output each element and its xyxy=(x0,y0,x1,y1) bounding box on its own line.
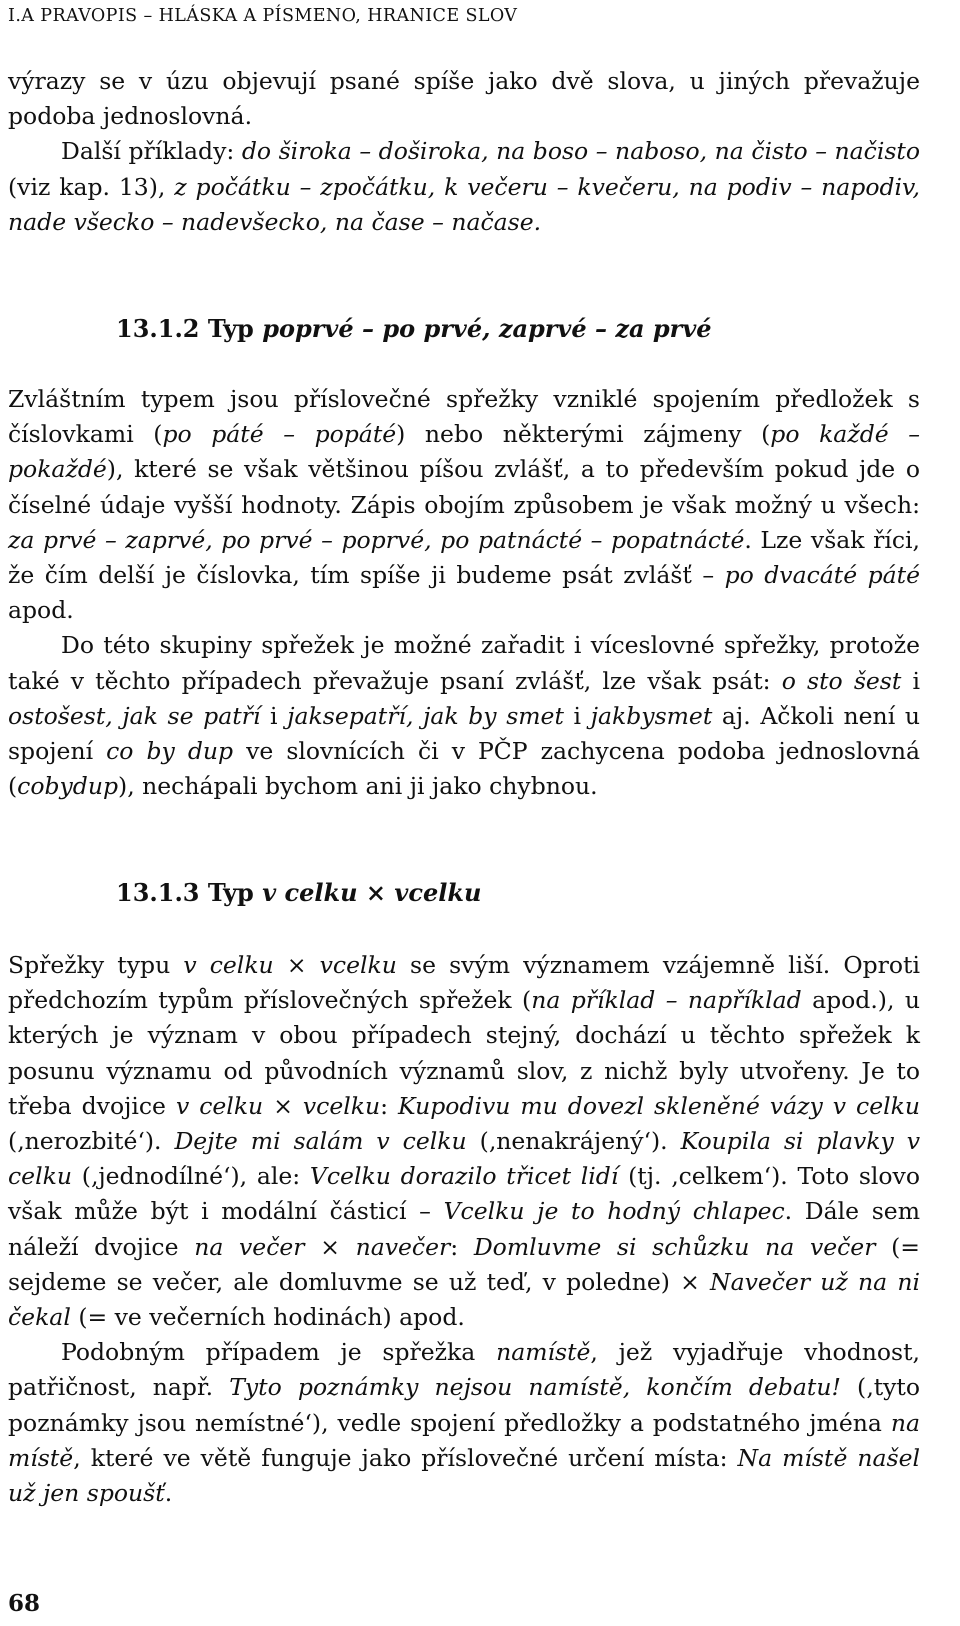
intro-text: výrazy se v úzu objevují psané spíše jako dvě slova, u jiných převažuje podoba jednoslovná. xyxy=(8,67,920,131)
section-title-a: v celku xyxy=(262,878,358,907)
italic-run: po každé – pokaždé xyxy=(8,420,920,484)
italic-run: co by dup xyxy=(106,737,234,766)
text-run: (‚jednodílné‘), ale: xyxy=(71,1162,310,1191)
italic-run: Koupila si plavky v celku xyxy=(8,1127,921,1191)
italic-run: na příklad – například xyxy=(531,986,802,1015)
italic-run: Domluvme si schůzku na večer xyxy=(473,1232,876,1261)
text-run: . Dále sem náleží dvojice xyxy=(8,1197,920,1261)
text-run: Spřežky typu xyxy=(8,951,184,979)
paragraph xyxy=(8,628,920,804)
text-run: apod. xyxy=(8,596,74,625)
italic-run: po páté – popáté xyxy=(162,420,397,449)
italic-run: Vcelku dorazilo třicet lidí xyxy=(309,1162,619,1191)
text-run: i xyxy=(901,666,920,695)
section-prefix: Typ xyxy=(207,878,263,907)
section-title: poprvé – po prvé, zaprvé – za prvé xyxy=(262,314,712,343)
intro-chapter-ref: (viz kap. 13), xyxy=(8,172,175,201)
italic-run: po dvacáté páté xyxy=(724,561,921,590)
italic-run: Tyto poznámky nejsou namístě, končím debatu! xyxy=(229,1373,841,1402)
text-run: Do této skupiny spřežek je možné zařadit i víceslovné spřežky, protože také v těchto případech převažuje psaní zvlášť, lze však psát: xyxy=(8,631,920,695)
italic-run: Navečer už na ni čekal xyxy=(8,1267,920,1332)
text-run: (= sejdeme se večer, ale domluvme se už teď, v poledne) × xyxy=(8,1232,920,1296)
section-title-b: vcelku xyxy=(394,878,482,907)
text-run: ), nechápali bychom ani ji jako chybnou. xyxy=(118,772,598,801)
section-number: 13.1.2 xyxy=(116,314,208,343)
section-13-1-2-body xyxy=(8,382,920,804)
running-head: I.A PRAVOPIS – HLÁSKA A PÍSMENO, HRANICE SLOV xyxy=(8,6,518,26)
italic-run: vcelku xyxy=(302,1091,381,1120)
text-run: × xyxy=(263,1091,303,1120)
italic-run: cobydup xyxy=(17,772,119,801)
italic-run: v celku xyxy=(183,951,274,979)
text-run: (tj. ‚celkem‘). Toto slovo však může být i modální částicí – xyxy=(8,1162,920,1226)
paragraph xyxy=(8,382,920,628)
page-number: 68 xyxy=(8,1590,41,1617)
intro-examples-2: z počátku – zpočátku, k večeru – kvečeru, na podiv – napodiv, nade všecko – nadevšecko, na čase – načase. xyxy=(8,172,920,236)
text-run: ), které se však většinou píšou zvlášť, a to především pokud jde o číselné údaje vyšší hodnoty. Zápis obojím způsobem je však možný u všech: xyxy=(8,455,920,519)
text-run: (‚tyto poznámky jsou nemístné‘), vedle spojení předložky a podstatného jména xyxy=(8,1373,921,1437)
text-run: apod.), u kterých je význam v obou případech stejný, dochází u těchto spřežek k posunu významu od původních významů slov, z nichž byly utvořeny. Je to třeba dvojice xyxy=(8,986,920,1120)
section-heading-13-1-2 xyxy=(116,314,712,343)
text-run: ve slovnících či v PČP zachycena podoba jednoslovná ( xyxy=(8,737,920,801)
text-run: se svým významem vzájemně liší. Oproti předchozím typům příslovečných spřežek ( xyxy=(8,951,920,1015)
text-run: i xyxy=(260,701,288,730)
italic-run: Dejte mi salám v celku xyxy=(174,1127,467,1156)
text-run: Podobným případem je spřežka xyxy=(61,1338,497,1367)
text-run: aj. Ačkoli není u spojení xyxy=(8,701,920,766)
section-number: 13.1.3 xyxy=(116,878,208,907)
text-run: × xyxy=(304,1232,356,1261)
text-run: i xyxy=(563,701,591,730)
text-run: : xyxy=(380,1091,399,1120)
italic-run: za prvé – zaprvé, po prvé – poprvé, po patnácté – popatnácté xyxy=(8,525,745,554)
italic-run: Kupodivu mu dovezl skleněné vázy v celku xyxy=(398,1091,920,1120)
italic-run: namístě xyxy=(496,1338,591,1367)
italic-run: jakbysmet xyxy=(590,701,713,730)
intro-block xyxy=(8,64,920,240)
text-run: . Lze však říci, že čím delší je číslovka, tím spíše ji budeme psát zvlášť – xyxy=(8,525,920,590)
italic-run: v celku xyxy=(175,1091,264,1120)
italic-run: ostošest, jak se patří xyxy=(8,701,261,730)
section-prefix: Typ xyxy=(207,314,263,343)
text-run: , jež vyjadřuje vhodnost, patřičnost, např. xyxy=(8,1338,921,1402)
text-run: × xyxy=(273,951,320,979)
intro-examples-label: Další příklady: xyxy=(61,137,242,166)
italic-run: vcelku xyxy=(319,951,397,979)
intro-paragraph xyxy=(8,64,920,134)
text-run: (‚nerozbité‘). xyxy=(8,1127,175,1156)
times-sign: × xyxy=(357,878,395,907)
italic-run: na večer xyxy=(194,1232,305,1261)
text-run: : xyxy=(450,1232,474,1261)
italic-run: navečer xyxy=(355,1232,451,1261)
section-13-1-3-body xyxy=(8,948,920,1511)
text-run: , které ve větě funguje jako příslovečné určení místa: xyxy=(73,1443,738,1472)
intro-examples-paragraph xyxy=(8,134,920,240)
italic-run: Na místě našel už jen spoušť xyxy=(8,1443,920,1508)
text-run: (= ve večerních hodinách) apod. xyxy=(70,1303,465,1332)
text-run: Zvláštním typem jsou příslovečné spřežky vzniklé spojením předložek s číslovkami ( xyxy=(8,385,920,449)
paragraph xyxy=(8,948,920,1335)
italic-run: Vcelku je to hodný chlapec xyxy=(443,1197,785,1226)
paragraph xyxy=(8,1335,920,1511)
text-run: (‚nenakrájený‘). xyxy=(466,1127,681,1156)
section-heading-13-1-3 xyxy=(116,878,481,907)
text-run: . xyxy=(164,1479,173,1508)
intro-examples-1: do široka – doširoka, na boso – naboso, na čisto – načisto xyxy=(241,137,920,166)
italic-run: o sto šest xyxy=(781,666,902,695)
italic-run: jaksepatří, jak by smet xyxy=(287,701,564,730)
italic-run: na místě xyxy=(8,1408,920,1472)
text-run: ) nebo některými zájmeny ( xyxy=(396,420,771,449)
